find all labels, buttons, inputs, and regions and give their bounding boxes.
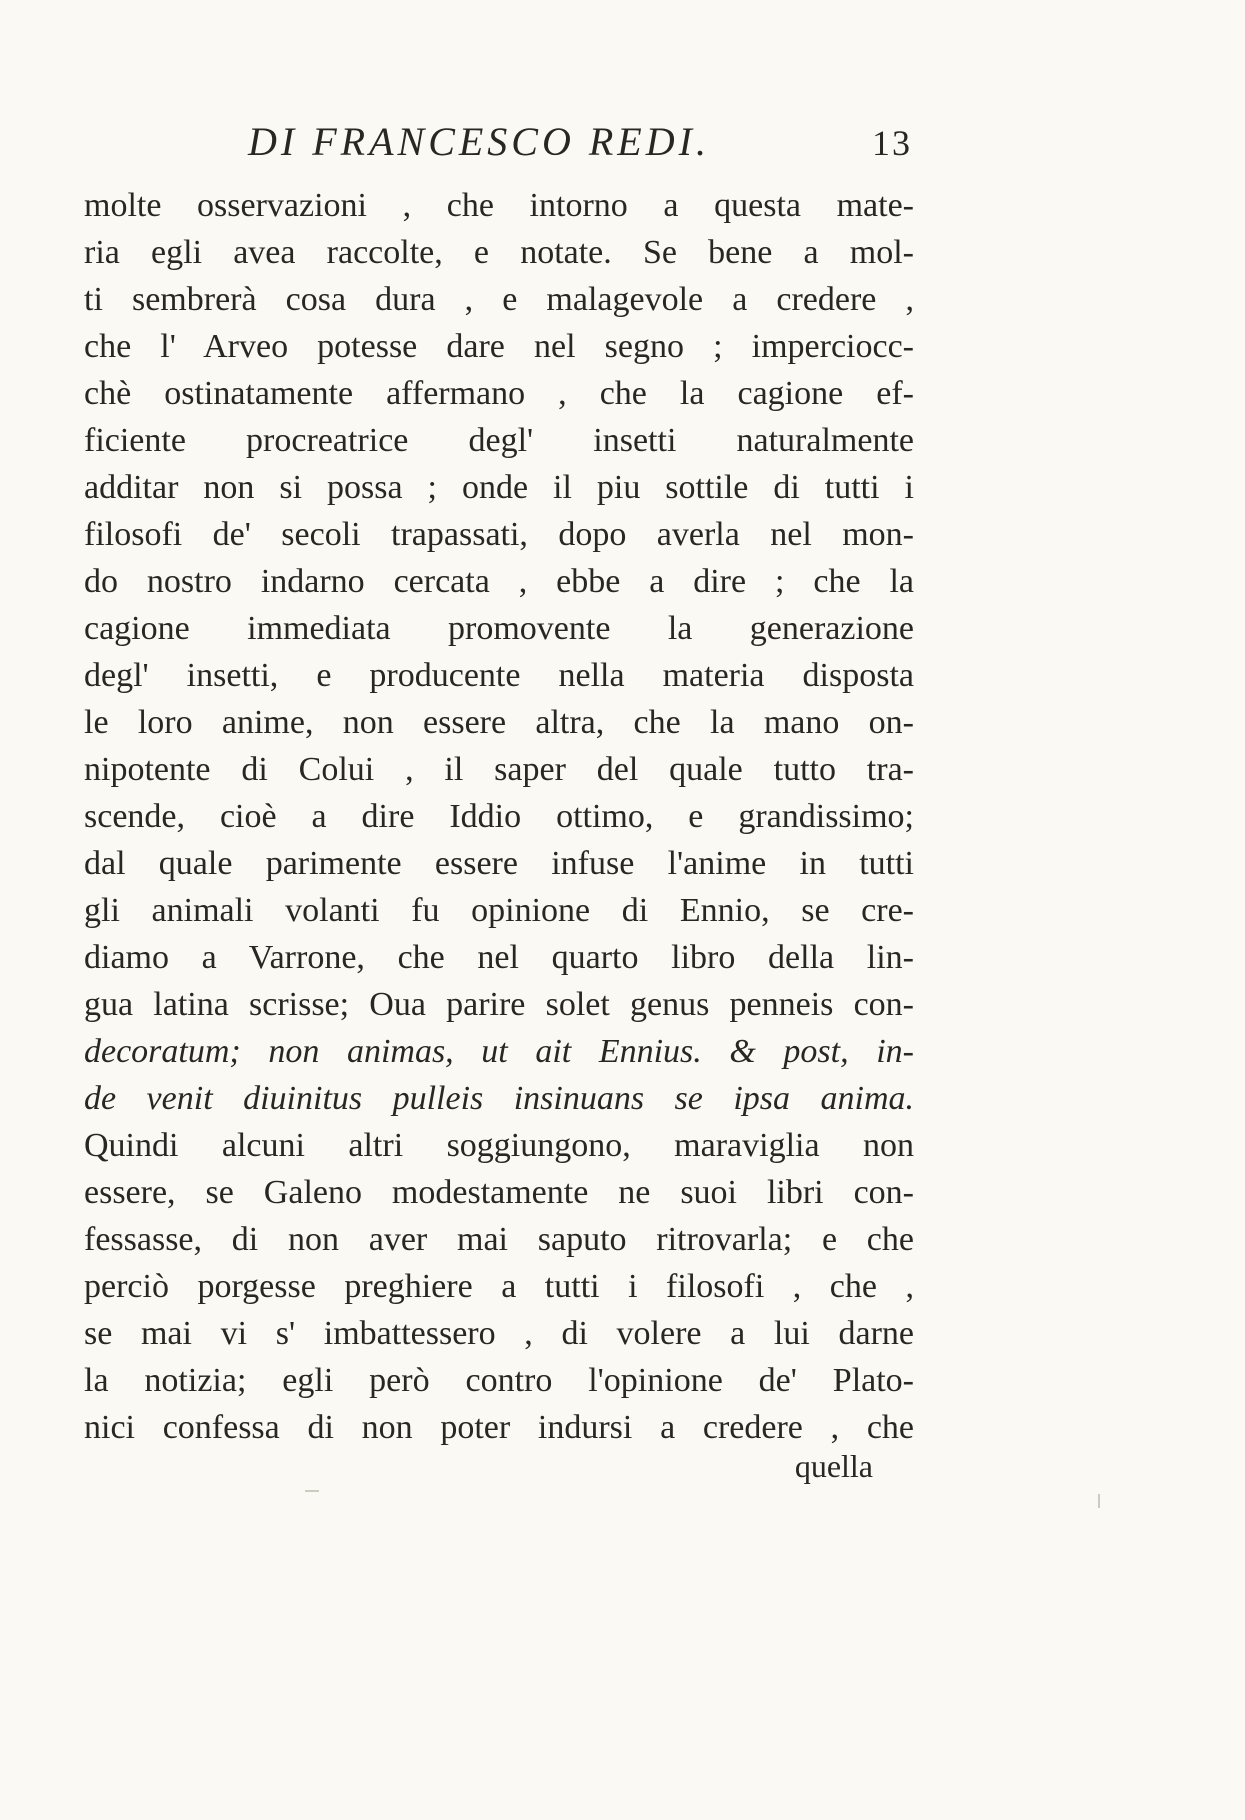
text-line: gua latina scrisse; Oua parire solet genus penneis con- <box>84 986 914 1023</box>
text-line: gli animali volanti fu opinione di Ennio, se cre- <box>84 892 914 929</box>
text-line: ria egli avea raccolte, e notate. Se bene a mol- <box>84 234 914 271</box>
text-line: cagione immediata promovente la generazione <box>84 610 914 647</box>
text-line: filosofi de' secoli trapassati, dopo averla nel mon- <box>84 516 914 553</box>
running-header <box>86 118 912 178</box>
text-line: degl' insetti, e producente nella materia disposta <box>84 657 914 694</box>
text-line: molte osservazioni , che intorno a questa mate- <box>84 187 914 224</box>
text-line: dal quale parimente essere infuse l'anime in tutti <box>84 845 914 882</box>
text-line: le loro anime, non essere altra, che la mano on- <box>84 704 914 741</box>
text-line: se mai vi s' imbattessero , di volere a lui darne <box>84 1315 914 1352</box>
text-line: additar non si possa ; onde il piu sottile di tutti i <box>84 469 914 506</box>
text-line: decoratum; non animas, ut ait Ennius. & post, in- <box>84 1033 914 1070</box>
text-line: perciò porgesse preghiere a tutti i filosofi , che , <box>84 1268 914 1305</box>
text-line: do nostro indarno cercata , ebbe a dire ; che la <box>84 563 914 600</box>
text-line: ficiente procreatrice degl' insetti naturalmente <box>84 422 914 459</box>
text-line: nipotente di Colui , il saper del quale tutto tra- <box>84 751 914 788</box>
running-title: DI FRANCESCO REDI. <box>248 119 710 164</box>
text-line: che l' Arveo potesse dare nel segno ; imperciocc- <box>84 328 914 365</box>
text-line: chè ostinatamente affermano , che la cagione ef- <box>84 375 914 412</box>
page-number: 13 <box>872 123 912 163</box>
page-mark <box>305 1490 319 1492</box>
text-line: scende, cioè a dire Iddio ottimo, e grandissimo; <box>84 798 914 835</box>
text-line: la notizia; egli però contro l'opinione de' Plato- <box>84 1362 914 1399</box>
text-line: de venit diuinitus pulleis insinuans se ipsa anima. <box>84 1080 914 1117</box>
text-line: essere, se Galeno modestamente ne suoi libri con- <box>84 1174 914 1211</box>
page-mark <box>1098 1494 1100 1508</box>
text-line: fessasse, di non aver mai saputo ritrovarla; e che <box>84 1221 914 1258</box>
text-line: Quindi alcuni altri soggiungono, maraviglia non <box>84 1127 914 1164</box>
text-line: nici confessa di non poter indursi a credere , che <box>84 1409 914 1446</box>
body-text <box>84 182 914 1451</box>
text-line: diamo a Varrone, che nel quarto libro della lin- <box>84 939 914 976</box>
text-line: ti sembrerà cosa dura , e malagevole a credere , <box>84 281 914 318</box>
catchword: quella <box>794 1448 873 1484</box>
